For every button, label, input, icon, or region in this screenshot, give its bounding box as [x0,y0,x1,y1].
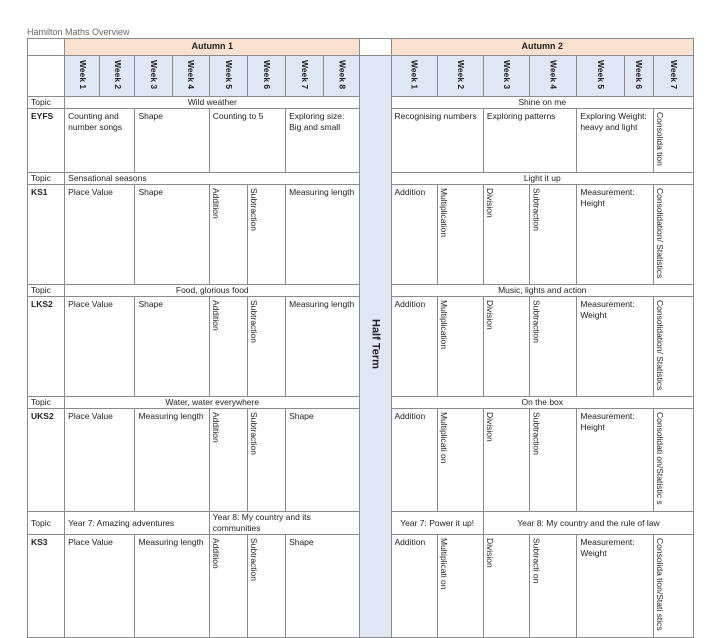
eyfs-a1-cell: Counting to 5 [209,108,285,172]
uks2-a1-cell: Measuring length [135,409,209,512]
topic-label: Topic [28,512,65,535]
stage-eyfs: EYFS [28,108,65,172]
uks2-a2-cell: Subtraction [530,409,577,512]
stage-uks2: UKS2 [28,409,65,512]
lks2-a1-cell: Measuring length [286,297,360,397]
topic-eyfs-a1: Wild weather [65,96,360,108]
topic-label: Topic [28,397,65,409]
a1-week-7: Week 7 [286,55,324,96]
ks3-a1-cell: Measuring length [135,535,209,638]
ks1-a1-cell: Subtraction [247,184,285,284]
lks2-a1-cell: Subtraction [247,297,285,397]
term-autumn-1: Autumn 1 [65,39,360,56]
ks3-a2-cell: Multiplicati on [437,535,483,638]
ks3-a1-cell: Shape [286,535,360,638]
topic-ks3-y8-a2: Year 8: My country and the rule of law [483,512,693,535]
lks2-a2-cell: Subtraction [530,297,577,397]
topic-ks1-a1: Sensational seasons [65,172,360,184]
topic-lks2-a1: Food, glorious food [65,285,360,297]
a2-week-2: Week 2 [437,55,483,96]
a1-week-2: Week 2 [100,55,135,96]
half-term-cell: Half Term [360,55,391,637]
eyfs-a2-cell: Exploring patterns [483,108,576,172]
ks3-a1-cell: Subtraction [247,535,285,638]
term-autumn-2: Autumn 2 [391,39,694,56]
topic-label: Topic [28,172,65,184]
ks3-a1-cell: Addition [209,535,247,638]
uks2-a1-cell: Addition [209,409,247,512]
topic-ks3-y7-a1: Year 7: Amazing adventures [65,512,210,535]
uks2-a2-cell: Multiplicati on [437,409,483,512]
eyfs-a1-cell: Counting and number songs [65,108,135,172]
a1-week-3: Week 3 [135,55,172,96]
a2-week-7: Week 7 [653,55,693,96]
uks2-a1-cell: Place Value [65,409,135,512]
document-title: Hamilton Maths Overview [27,27,130,37]
topic-ks3-y8-a1: Year 8: My country and its communities [209,512,360,535]
stage-lks2: LKS2 [28,297,65,397]
ks3-a2-cell: Subtracti on [530,535,577,638]
lks2-a1-cell: Shape [135,297,209,397]
ks1-a1-cell: Place Value [65,184,135,284]
ks3-a2-cell: Division [483,535,529,638]
topic-label: Topic [28,285,65,297]
a1-week-6: Week 6 [247,55,285,96]
lks2-a2-cell: Measurement: Weight [577,297,653,397]
topic-eyfs-a2: Shine on me [391,96,694,108]
uks2-a1-cell: Subtraction [247,409,285,512]
topic-lks2-a2: Music, lights and action [391,285,694,297]
ks3-a2-cell: Measurement: Weight [577,535,653,638]
a1-week-5: Week 5 [209,55,247,96]
uks2-a2-cell: Division [483,409,529,512]
eyfs-a2-cell: Consolida tion [653,108,693,172]
lks2-a1-cell: Addition [209,297,247,397]
ks1-a2-cell: Division [483,184,529,284]
ks1-a2-cell: Addition [391,184,437,284]
topic-uks2-a1: Water, water everywhere [65,397,360,409]
uks2-a1-cell: Shape [286,409,360,512]
a2-week-1: Week 1 [391,55,437,96]
week-label-empty [28,55,65,96]
stage-ks3: KS3 [28,535,65,638]
topic-ks1-a2: Light it up [391,172,694,184]
stage-ks1: KS1 [28,184,65,284]
lks2-a2-cell: Division [483,297,529,397]
ks1-a2-cell: Measurement: Height [577,184,653,284]
a2-week-3: Week 3 [483,55,529,96]
a1-week-1: Week 1 [65,55,100,96]
lks2-a1-cell: Place Value [65,297,135,397]
ks1-a1-cell: Measuring length [286,184,360,284]
maths-overview-table [27,38,694,638]
eyfs-a1-cell: Exploring size: Big and small [286,108,360,172]
eyfs-a2-cell: Recognising numbers [391,108,483,172]
topic-ks3-y7-a2: Year 7: Power it up! [391,512,483,535]
ks1-a2-cell: Consolidation/ Statistics [653,184,693,284]
eyfs-a2-cell: Exploring Weight: heavy and light [577,108,653,172]
uks2-a2-cell: Measurement: Height [577,409,653,512]
a1-week-8: Week 8 [324,55,360,96]
ks1-a2-cell: Multiplication [437,184,483,284]
lks2-a2-cell: Addition [391,297,437,397]
lks2-a2-cell: Consolidation/ Statistics [653,297,693,397]
a2-week-4: Week 4 [530,55,577,96]
ks3-a2-cell: Addition [391,535,437,638]
topic-label: Topic [28,96,65,108]
ks1-a2-cell: Subtraction [530,184,577,284]
ks3-a2-cell: Consolida tion/Stati stics [653,535,693,638]
eyfs-a1-cell: Shape [135,108,209,172]
ks3-a1-cell: Place Value [65,535,135,638]
ks1-a1-cell: Addition [209,184,247,284]
ks1-a1-cell: Shape [135,184,209,284]
lks2-a2-cell: Multiplication [437,297,483,397]
a2-week-5: Week 5 [577,55,624,96]
uks2-a2-cell: Consolidati on/Statistic s [653,409,693,512]
gap-cell [360,39,391,56]
uks2-a2-cell: Addition [391,409,437,512]
corner-cell [28,39,65,56]
topic-uks2-a2: On the box [391,397,694,409]
a1-week-4: Week 4 [172,55,209,96]
a2-week-6: Week 6 [624,55,653,96]
